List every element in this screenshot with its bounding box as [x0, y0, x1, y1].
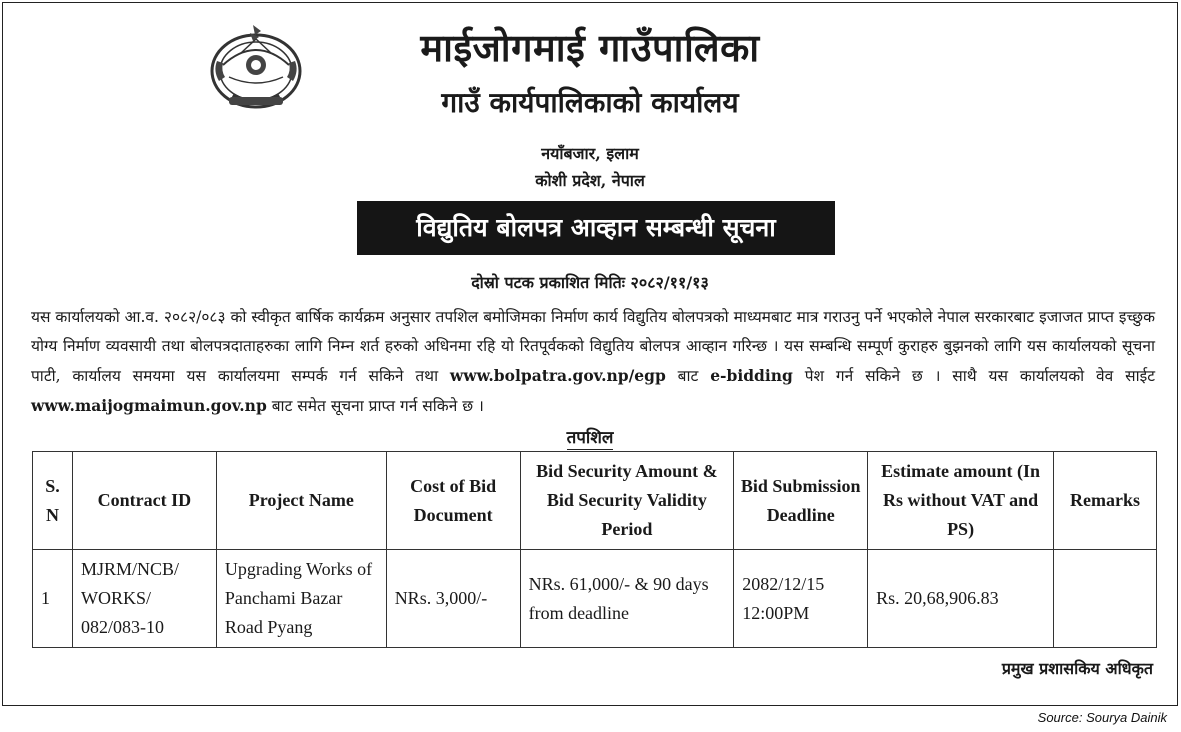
cell-project-name: Upgrading Works of Panchami Bazar Road Pyang	[216, 550, 386, 648]
e-bidding-text: e-bidding	[710, 366, 793, 385]
header-project-name: Project Name	[216, 452, 386, 550]
header-cost: Cost of Bid Document	[386, 452, 520, 550]
notice-document	[2, 2, 1178, 706]
header-bid-security: Bid Security Amount & Bid Security Validity Period	[520, 452, 734, 550]
body-part-3: पेश गर्न सकिने छ । साथै यस कार्यालयको वेव साईट	[792, 367, 1156, 385]
municipality-website-link[interactable]: www.maijogmaimun.gov.np	[31, 396, 267, 415]
cell-deadline: 2082/12/15 12:00PM	[734, 550, 868, 648]
notice-banner: विद्युतिय बोलपत्र आव्हान सम्बन्धी सूचना	[357, 201, 835, 255]
cell-cost: NRs. 3,000/-	[386, 550, 520, 648]
bolpatra-link[interactable]: www.bolpatra.gov.np/egp	[449, 366, 666, 385]
address-line-2: कोशी प्रदेश, नेपाल	[535, 171, 645, 190]
header-estimate: Estimate amount (In Rs without VAT and PS)	[868, 452, 1054, 550]
municipality-title: माईजोगमाई गाउँपालिका	[420, 25, 760, 70]
table-header-row	[33, 452, 1157, 550]
table-title-text: तपशिल	[566, 428, 614, 448]
header-sn: S. N	[33, 452, 73, 550]
header-deadline: Bid Submission Deadline	[734, 452, 868, 550]
cell-estimate: Rs. 20,68,906.83	[868, 550, 1054, 648]
address-line-1: नयाँबजार, इलाम	[541, 144, 639, 163]
table-title	[3, 425, 1177, 448]
table-row	[33, 550, 1157, 648]
body-part-4: बाट समेत सूचना प्राप्त गर्न सकिने छ ।	[266, 397, 484, 415]
signature: प्रमुख प्रशासकिय अधिकृत	[1001, 659, 1153, 678]
publish-date: दोस्रो पटक प्रकाशित मितिः २०८२/११/१३	[471, 273, 709, 292]
cell-bid-security: NRs. 61,000/- & 90 days from deadline	[520, 550, 734, 648]
header-remarks: Remarks	[1053, 452, 1156, 550]
cell-contract-id: MJRM/NCB/ WORKS/ 082/083-10	[72, 550, 216, 648]
source-credit: Source: Sourya Dainik	[1037, 710, 1167, 725]
cell-remarks	[1053, 550, 1156, 648]
cell-sn: 1	[33, 550, 73, 648]
bid-table	[32, 451, 1157, 648]
office-subtitle: गाउँ कार्यपालिकाको कार्यालय	[441, 86, 739, 119]
body-part-1: यस कार्यालयको आ.व. २०८२/०८३ को स्वीकृत बार्षिक कार्यक्रम अनुसार तपशिल बमोजिमका निर्माण कार्य विद्युतिय बोलपत्रको माध्यमबाट मात्र गराउनु पर्ने भएकोले नेपाल सरकारबाट इजाजत प्राप्त इच्छुक योग्य निर्माण व्यवसायी तथा बोलपत्रदाताहरुका लागि निम्न शर्त हरुको अधिनमा रहि यो रितपूर्वकको विद्युतिय बोलपत्र आव्हान गरिन्छ । यस सम्बन्धि सम्पूर्ण कुराहरु बुझनको लागि यस कार्यालयको सूचना पाटी, कार्यालय समयमा यस कार्यालयमा सम्पर्क गर्न सकिने तथा	[31, 308, 1155, 385]
header-contract-id: Contract ID	[72, 452, 216, 550]
notice-body	[31, 303, 1155, 421]
body-part-2: बाट	[665, 367, 711, 385]
